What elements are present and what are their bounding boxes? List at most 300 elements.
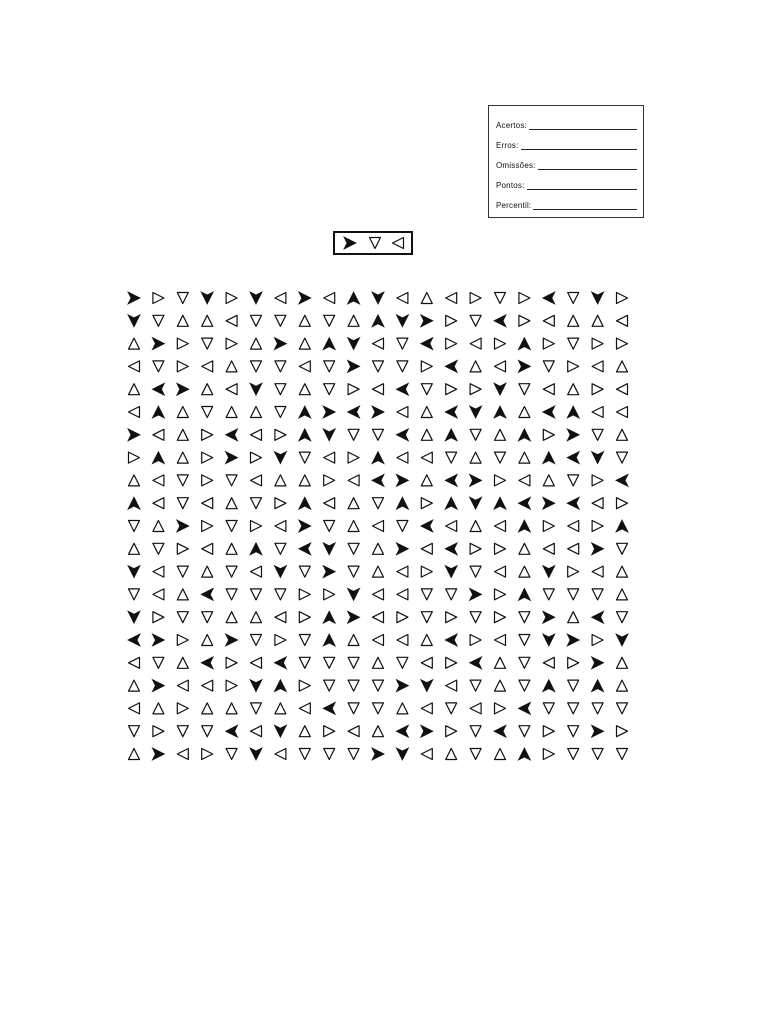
- grid-symbol-left-filled-icon[interactable]: [567, 452, 579, 464]
- grid-symbol-down-outline-icon[interactable]: [348, 703, 359, 714]
- grid-symbol-down-filled-icon[interactable]: [592, 452, 604, 464]
- grid-symbol-left-outline-icon[interactable]: [397, 293, 408, 304]
- grid-symbol-up-outline-icon[interactable]: [202, 384, 213, 395]
- grid-symbol-left-outline-icon[interactable]: [348, 726, 359, 737]
- grid-symbol-right-outline-icon[interactable]: [299, 612, 310, 623]
- grid-symbol-left-outline-icon[interactable]: [275, 749, 286, 760]
- grid-symbol-up-outline-icon[interactable]: [251, 612, 262, 623]
- grid-symbol-down-outline-icon[interactable]: [202, 338, 213, 349]
- grid-symbol-left-filled-icon[interactable]: [201, 588, 213, 600]
- grid-symbol-right-outline-icon[interactable]: [592, 635, 603, 646]
- grid-symbol-down-outline-icon[interactable]: [275, 589, 286, 600]
- grid-symbol-right-outline-icon[interactable]: [543, 338, 554, 349]
- grid-symbol-right-filled-icon[interactable]: [152, 748, 164, 760]
- grid-symbol-right-filled-icon[interactable]: [177, 383, 189, 395]
- grid-symbol-down-outline-icon[interactable]: [348, 749, 359, 760]
- grid-symbol-up-outline-icon[interactable]: [129, 543, 140, 554]
- grid-symbol-down-outline-icon[interactable]: [617, 452, 628, 463]
- grid-symbol-down-outline-icon[interactable]: [592, 429, 603, 440]
- grid-symbol-up-outline-icon[interactable]: [226, 498, 237, 509]
- grid-symbol-down-outline-icon[interactable]: [397, 657, 408, 668]
- grid-symbol-up-filled-icon[interactable]: [250, 543, 262, 555]
- grid-symbol-right-outline-icon[interactable]: [446, 657, 457, 668]
- grid-symbol-left-outline-icon[interactable]: [568, 521, 579, 532]
- grid-symbol-up-filled-icon[interactable]: [152, 452, 164, 464]
- grid-symbol-right-outline-icon[interactable]: [275, 498, 286, 509]
- grid-symbol-left-filled-icon[interactable]: [445, 634, 457, 646]
- grid-symbol-up-outline-icon[interactable]: [495, 680, 506, 691]
- grid-symbol-up-outline-icon[interactable]: [617, 589, 628, 600]
- grid-symbol-up-outline-icon[interactable]: [519, 452, 530, 463]
- grid-symbol-left-filled-icon[interactable]: [323, 702, 335, 714]
- grid-symbol-left-outline-icon[interactable]: [592, 498, 603, 509]
- grid-symbol-down-outline-icon[interactable]: [519, 726, 530, 737]
- grid-symbol-down-outline-icon[interactable]: [592, 589, 603, 600]
- grid-symbol-up-filled-icon[interactable]: [445, 429, 457, 441]
- grid-symbol-down-outline-icon[interactable]: [324, 361, 335, 372]
- grid-symbol-right-filled-icon[interactable]: [226, 452, 238, 464]
- grid-symbol-left-filled-icon[interactable]: [299, 543, 311, 555]
- grid-symbol-right-outline-icon[interactable]: [177, 703, 188, 714]
- grid-symbol-up-outline-icon[interactable]: [129, 749, 140, 760]
- grid-symbol-left-outline-icon[interactable]: [129, 407, 140, 418]
- grid-symbol-up-outline-icon[interactable]: [177, 452, 188, 463]
- grid-symbol-right-outline-icon[interactable]: [397, 612, 408, 623]
- grid-symbol-left-filled-icon[interactable]: [421, 520, 433, 532]
- grid-symbol-down-outline-icon[interactable]: [373, 498, 384, 509]
- grid-symbol-left-outline-icon[interactable]: [421, 657, 432, 668]
- grid-symbol-right-outline-icon[interactable]: [275, 635, 286, 646]
- grid-symbol-left-filled-icon[interactable]: [445, 474, 457, 486]
- grid-symbol-up-filled-icon[interactable]: [323, 611, 335, 623]
- grid-symbol-left-outline-icon[interactable]: [129, 657, 140, 668]
- grid-symbol-down-outline-icon[interactable]: [226, 475, 237, 486]
- grid-symbol-left-outline-icon[interactable]: [324, 293, 335, 304]
- grid-symbol-left-outline-icon[interactable]: [202, 680, 213, 691]
- grid-symbol-right-outline-icon[interactable]: [568, 361, 579, 372]
- grid-symbol-up-outline-icon[interactable]: [543, 475, 554, 486]
- grid-symbol-up-outline-icon[interactable]: [153, 521, 164, 532]
- grid-symbol-left-outline-icon[interactable]: [617, 384, 628, 395]
- grid-symbol-up-outline-icon[interactable]: [519, 566, 530, 577]
- grid-symbol-down-outline-icon[interactable]: [519, 635, 530, 646]
- grid-symbol-left-outline-icon[interactable]: [251, 566, 262, 577]
- grid-symbol-down-outline-icon[interactable]: [251, 635, 262, 646]
- grid-symbol-right-outline-icon[interactable]: [251, 452, 262, 463]
- grid-symbol-left-outline-icon[interactable]: [348, 475, 359, 486]
- grid-symbol-right-outline-icon[interactable]: [592, 475, 603, 486]
- grid-symbol-down-outline-icon[interactable]: [153, 361, 164, 372]
- grid-symbol-left-outline-icon[interactable]: [592, 566, 603, 577]
- grid-symbol-up-filled-icon[interactable]: [494, 497, 506, 509]
- grid-symbol-left-outline-icon[interactable]: [446, 680, 457, 691]
- grid-symbol-right-outline-icon[interactable]: [446, 315, 457, 326]
- grid-symbol-right-outline-icon[interactable]: [543, 429, 554, 440]
- grid-symbol-left-outline-icon[interactable]: [373, 384, 384, 395]
- grid-symbol-left-outline-icon[interactable]: [446, 521, 457, 532]
- grid-symbol-right-outline-icon[interactable]: [421, 498, 432, 509]
- grid-symbol-up-filled-icon[interactable]: [445, 497, 457, 509]
- grid-symbol-down-outline-icon[interactable]: [348, 543, 359, 554]
- grid-symbol-down-filled-icon[interactable]: [274, 452, 286, 464]
- grid-symbol-down-outline-icon[interactable]: [373, 429, 384, 440]
- grid-symbol-down-outline-icon[interactable]: [299, 452, 310, 463]
- grid-symbol-down-filled-icon[interactable]: [421, 680, 433, 692]
- grid-symbol-up-outline-icon[interactable]: [177, 589, 188, 600]
- grid-symbol-up-outline-icon[interactable]: [519, 543, 530, 554]
- grid-symbol-down-outline-icon[interactable]: [568, 680, 579, 691]
- grid-symbol-up-outline-icon[interactable]: [373, 543, 384, 554]
- grid-symbol-right-outline-icon[interactable]: [348, 452, 359, 463]
- grid-symbol-up-outline-icon[interactable]: [568, 315, 579, 326]
- grid-symbol-left-outline-icon[interactable]: [470, 338, 481, 349]
- grid-symbol-down-outline-icon[interactable]: [519, 680, 530, 691]
- grid-symbol-left-outline-icon[interactable]: [592, 407, 603, 418]
- grid-symbol-up-outline-icon[interactable]: [617, 361, 628, 372]
- grid-symbol-right-filled-icon[interactable]: [372, 748, 384, 760]
- grid-symbol-right-filled-icon[interactable]: [128, 292, 140, 304]
- grid-symbol-up-outline-icon[interactable]: [251, 338, 262, 349]
- grid-symbol-left-filled-icon[interactable]: [494, 315, 506, 327]
- grid-symbol-up-filled-icon[interactable]: [274, 680, 286, 692]
- grid-symbol-down-outline-icon[interactable]: [226, 589, 237, 600]
- grid-symbol-down-outline-icon[interactable]: [153, 543, 164, 554]
- grid-symbol-up-filled-icon[interactable]: [323, 634, 335, 646]
- grid-symbol-left-filled-icon[interactable]: [372, 474, 384, 486]
- grid-symbol-left-filled-icon[interactable]: [445, 406, 457, 418]
- grid-symbol-up-filled-icon[interactable]: [396, 497, 408, 509]
- grid-symbol-left-outline-icon[interactable]: [617, 407, 628, 418]
- grid-symbol-up-outline-icon[interactable]: [568, 612, 579, 623]
- grid-symbol-left-filled-icon[interactable]: [274, 657, 286, 669]
- grid-symbol-up-outline-icon[interactable]: [421, 429, 432, 440]
- grid-symbol-down-outline-icon[interactable]: [470, 680, 481, 691]
- grid-symbol-up-outline-icon[interactable]: [129, 475, 140, 486]
- grid-symbol-left-outline-icon[interactable]: [495, 635, 506, 646]
- grid-symbol-right-outline-icon[interactable]: [543, 749, 554, 760]
- grid-symbol-left-outline-icon[interactable]: [397, 589, 408, 600]
- grid-symbol-up-outline-icon[interactable]: [470, 452, 481, 463]
- grid-symbol-right-filled-icon[interactable]: [470, 588, 482, 600]
- grid-symbol-down-outline-icon[interactable]: [568, 589, 579, 600]
- grid-symbol-left-filled-icon[interactable]: [128, 634, 140, 646]
- grid-symbol-left-filled-icon[interactable]: [567, 497, 579, 509]
- grid-symbol-up-filled-icon[interactable]: [543, 452, 555, 464]
- grid-symbol-left-outline-icon[interactable]: [373, 521, 384, 532]
- grid-symbol-left-outline-icon[interactable]: [397, 407, 408, 418]
- grid-symbol-down-outline-icon[interactable]: [348, 566, 359, 577]
- grid-symbol-up-filled-icon[interactable]: [372, 315, 384, 327]
- grid-symbol-up-outline-icon[interactable]: [495, 429, 506, 440]
- grid-symbol-down-outline-icon[interactable]: [202, 612, 213, 623]
- grid-symbol-down-outline-icon[interactable]: [519, 384, 530, 395]
- grid-symbol-right-filled-icon[interactable]: [421, 315, 433, 327]
- grid-symbol-left-outline-icon[interactable]: [226, 384, 237, 395]
- grid-symbol-down-outline-icon[interactable]: [153, 315, 164, 326]
- grid-symbol-up-outline-icon[interactable]: [519, 407, 530, 418]
- grid-symbol-down-outline-icon[interactable]: [519, 657, 530, 668]
- grid-symbol-right-filled-icon[interactable]: [152, 338, 164, 350]
- grid-symbol-left-outline-icon[interactable]: [373, 635, 384, 646]
- grid-symbol-down-outline-icon[interactable]: [543, 361, 554, 372]
- grid-symbol-up-outline-icon[interactable]: [421, 407, 432, 418]
- grid-symbol-down-outline-icon[interactable]: [421, 612, 432, 623]
- grid-symbol-left-outline-icon[interactable]: [251, 726, 262, 737]
- grid-symbol-up-filled-icon[interactable]: [128, 497, 140, 509]
- grid-symbol-right-outline-icon[interactable]: [177, 635, 188, 646]
- grid-symbol-up-outline-icon[interactable]: [568, 384, 579, 395]
- grid-symbol-left-outline-icon[interactable]: [202, 361, 213, 372]
- grid-symbol-right-filled-icon[interactable]: [396, 543, 408, 555]
- grid-symbol-down-outline-icon[interactable]: [592, 703, 603, 714]
- grid-symbol-up-outline-icon[interactable]: [617, 429, 628, 440]
- grid-symbol-up-outline-icon[interactable]: [299, 726, 310, 737]
- grid-symbol-right-filled-icon[interactable]: [152, 634, 164, 646]
- grid-symbol-down-filled-icon[interactable]: [274, 725, 286, 737]
- grid-symbol-right-outline-icon[interactable]: [592, 521, 603, 532]
- grid-symbol-down-outline-icon[interactable]: [324, 315, 335, 326]
- grid-symbol-left-outline-icon[interactable]: [397, 566, 408, 577]
- grid-symbol-left-outline-icon[interactable]: [202, 498, 213, 509]
- grid-symbol-left-outline-icon[interactable]: [275, 612, 286, 623]
- grid-symbol-right-outline-icon[interactable]: [543, 726, 554, 737]
- grid-symbol-left-filled-icon[interactable]: [396, 383, 408, 395]
- grid-symbol-up-outline-icon[interactable]: [251, 407, 262, 418]
- grid-symbol-down-outline-icon[interactable]: [177, 475, 188, 486]
- grid-symbol-up-outline-icon[interactable]: [617, 657, 628, 668]
- grid-symbol-down-outline-icon[interactable]: [397, 338, 408, 349]
- grid-symbol-right-filled-icon[interactable]: [348, 611, 360, 623]
- grid-symbol-right-outline-icon[interactable]: [617, 498, 628, 509]
- grid-symbol-left-outline-icon[interactable]: [373, 612, 384, 623]
- grid-symbol-up-outline-icon[interactable]: [617, 566, 628, 577]
- grid-symbol-down-outline-icon[interactable]: [446, 703, 457, 714]
- grid-symbol-down-outline-icon[interactable]: [348, 657, 359, 668]
- grid-symbol-right-outline-icon[interactable]: [495, 475, 506, 486]
- grid-symbol-down-outline-icon[interactable]: [519, 612, 530, 623]
- grid-symbol-left-filled-icon[interactable]: [445, 543, 457, 555]
- grid-symbol-up-filled-icon[interactable]: [372, 452, 384, 464]
- grid-symbol-down-outline-icon[interactable]: [251, 703, 262, 714]
- grid-symbol-up-outline-icon[interactable]: [226, 361, 237, 372]
- grid-symbol-left-outline-icon[interactable]: [421, 703, 432, 714]
- grid-symbol-up-outline-icon[interactable]: [495, 749, 506, 760]
- grid-symbol-right-outline-icon[interactable]: [251, 521, 262, 532]
- grid-symbol-right-outline-icon[interactable]: [421, 566, 432, 577]
- grid-symbol-down-outline-icon[interactable]: [324, 657, 335, 668]
- grid-symbol-down-outline-icon[interactable]: [129, 521, 140, 532]
- grid-symbol-down-outline-icon[interactable]: [495, 452, 506, 463]
- grid-symbol-down-outline-icon[interactable]: [568, 293, 579, 304]
- grid-symbol-down-filled-icon[interactable]: [323, 543, 335, 555]
- grid-symbol-left-outline-icon[interactable]: [617, 315, 628, 326]
- grid-symbol-down-outline-icon[interactable]: [177, 726, 188, 737]
- grid-symbol-down-outline-icon[interactable]: [129, 589, 140, 600]
- grid-symbol-right-filled-icon[interactable]: [226, 634, 238, 646]
- grid-symbol-up-outline-icon[interactable]: [299, 338, 310, 349]
- grid-symbol-up-outline-icon[interactable]: [373, 566, 384, 577]
- grid-symbol-down-filled-icon[interactable]: [543, 566, 555, 578]
- grid-symbol-up-outline-icon[interactable]: [226, 703, 237, 714]
- grid-symbol-left-outline-icon[interactable]: [251, 429, 262, 440]
- grid-symbol-down-outline-icon[interactable]: [592, 749, 603, 760]
- grid-symbol-down-outline-icon[interactable]: [299, 749, 310, 760]
- grid-symbol-down-outline-icon[interactable]: [299, 566, 310, 577]
- grid-symbol-right-outline-icon[interactable]: [153, 726, 164, 737]
- grid-symbol-left-outline-icon[interactable]: [592, 361, 603, 372]
- grid-symbol-left-outline-icon[interactable]: [397, 452, 408, 463]
- grid-symbol-down-outline-icon[interactable]: [373, 703, 384, 714]
- grid-symbol-down-filled-icon[interactable]: [445, 566, 457, 578]
- grid-symbol-right-outline-icon[interactable]: [495, 338, 506, 349]
- grid-symbol-right-outline-icon[interactable]: [446, 384, 457, 395]
- grid-symbol-up-outline-icon[interactable]: [202, 635, 213, 646]
- grid-symbol-right-filled-icon[interactable]: [518, 360, 530, 372]
- grid-symbol-down-outline-icon[interactable]: [226, 521, 237, 532]
- grid-symbol-up-outline-icon[interactable]: [470, 361, 481, 372]
- grid-symbol-down-filled-icon[interactable]: [494, 383, 506, 395]
- grid-symbol-left-filled-icon[interactable]: [396, 429, 408, 441]
- grid-symbol-right-outline-icon[interactable]: [446, 338, 457, 349]
- grid-symbol-down-filled-icon[interactable]: [323, 429, 335, 441]
- grid-symbol-left-outline-icon[interactable]: [421, 543, 432, 554]
- grid-symbol-left-filled-icon[interactable]: [592, 611, 604, 623]
- grid-symbol-left-filled-icon[interactable]: [421, 338, 433, 350]
- grid-symbol-down-filled-icon[interactable]: [348, 338, 360, 350]
- grid-symbol-left-filled-icon[interactable]: [201, 657, 213, 669]
- grid-symbol-left-outline-icon[interactable]: [446, 293, 457, 304]
- grid-symbol-right-outline-icon[interactable]: [495, 589, 506, 600]
- grid-symbol-down-outline-icon[interactable]: [129, 726, 140, 737]
- grid-symbol-down-outline-icon[interactable]: [568, 726, 579, 737]
- grid-symbol-right-filled-icon[interactable]: [567, 634, 579, 646]
- grid-symbol-right-outline-icon[interactable]: [568, 657, 579, 668]
- grid-symbol-left-outline-icon[interactable]: [129, 703, 140, 714]
- grid-symbol-up-outline-icon[interactable]: [373, 726, 384, 737]
- grid-symbol-left-outline-icon[interactable]: [275, 521, 286, 532]
- grid-symbol-down-outline-icon[interactable]: [568, 338, 579, 349]
- grid-symbol-up-outline-icon[interactable]: [177, 407, 188, 418]
- grid-symbol-down-outline-icon[interactable]: [373, 680, 384, 691]
- grid-symbol-up-outline-icon[interactable]: [226, 543, 237, 554]
- grid-symbol-right-outline-icon[interactable]: [495, 543, 506, 554]
- grid-symbol-up-outline-icon[interactable]: [129, 680, 140, 691]
- grid-symbol-up-filled-icon[interactable]: [592, 680, 604, 692]
- grid-symbol-left-outline-icon[interactable]: [543, 657, 554, 668]
- grid-symbol-down-outline-icon[interactable]: [275, 407, 286, 418]
- grid-symbol-down-outline-icon[interactable]: [568, 703, 579, 714]
- grid-symbol-down-outline-icon[interactable]: [568, 475, 579, 486]
- grid-symbol-up-outline-icon[interactable]: [202, 566, 213, 577]
- grid-symbol-right-outline-icon[interactable]: [495, 703, 506, 714]
- grid-symbol-right-outline-icon[interactable]: [470, 543, 481, 554]
- grid-symbol-up-outline-icon[interactable]: [153, 703, 164, 714]
- grid-symbol-up-outline-icon[interactable]: [177, 657, 188, 668]
- grid-symbol-down-filled-icon[interactable]: [250, 292, 262, 304]
- grid-symbol-right-filled-icon[interactable]: [128, 429, 140, 441]
- grid-symbol-left-outline-icon[interactable]: [495, 566, 506, 577]
- grid-symbol-down-outline-icon[interactable]: [470, 566, 481, 577]
- grid-symbol-down-outline-icon[interactable]: [177, 498, 188, 509]
- grid-symbol-down-outline-icon[interactable]: [397, 361, 408, 372]
- grid-symbol-right-outline-icon[interactable]: [202, 429, 213, 440]
- grid-symbol-left-filled-icon[interactable]: [226, 725, 238, 737]
- grid-symbol-right-outline-icon[interactable]: [592, 338, 603, 349]
- grid-symbol-down-outline-icon[interactable]: [226, 566, 237, 577]
- grid-symbol-up-outline-icon[interactable]: [397, 703, 408, 714]
- grid-symbol-right-outline-icon[interactable]: [324, 475, 335, 486]
- grid-symbol-down-filled-icon[interactable]: [543, 634, 555, 646]
- grid-symbol-left-outline-icon[interactable]: [519, 475, 530, 486]
- grid-symbol-right-outline-icon[interactable]: [202, 475, 213, 486]
- grid-symbol-down-outline-icon[interactable]: [226, 749, 237, 760]
- grid-symbol-up-outline-icon[interactable]: [299, 384, 310, 395]
- grid-symbol-right-outline-icon[interactable]: [446, 612, 457, 623]
- grid-symbol-down-outline-icon[interactable]: [251, 315, 262, 326]
- grid-symbol-right-outline-icon[interactable]: [153, 293, 164, 304]
- grid-symbol-down-outline-icon[interactable]: [446, 589, 457, 600]
- grid-symbol-right-filled-icon[interactable]: [543, 497, 555, 509]
- grid-symbol-left-filled-icon[interactable]: [543, 292, 555, 304]
- grid-symbol-right-filled-icon[interactable]: [177, 520, 189, 532]
- grid-symbol-down-outline-icon[interactable]: [421, 589, 432, 600]
- grid-symbol-left-outline-icon[interactable]: [324, 452, 335, 463]
- grid-symbol-right-outline-icon[interactable]: [421, 361, 432, 372]
- grid-symbol-left-outline-icon[interactable]: [251, 475, 262, 486]
- grid-symbol-left-filled-icon[interactable]: [518, 497, 530, 509]
- grid-symbol-down-outline-icon[interactable]: [275, 361, 286, 372]
- grid-symbol-down-outline-icon[interactable]: [299, 657, 310, 668]
- grid-symbol-left-outline-icon[interactable]: [153, 566, 164, 577]
- grid-symbol-up-outline-icon[interactable]: [617, 680, 628, 691]
- grid-symbol-left-filled-icon[interactable]: [152, 383, 164, 395]
- grid-symbol-down-outline-icon[interactable]: [324, 384, 335, 395]
- grid-symbol-up-outline-icon[interactable]: [226, 407, 237, 418]
- grid-symbol-left-outline-icon[interactable]: [568, 543, 579, 554]
- grid-symbol-right-outline-icon[interactable]: [568, 566, 579, 577]
- grid-symbol-down-outline-icon[interactable]: [470, 429, 481, 440]
- grid-symbol-down-filled-icon[interactable]: [470, 497, 482, 509]
- grid-symbol-down-outline-icon[interactable]: [470, 315, 481, 326]
- grid-symbol-down-outline-icon[interactable]: [153, 657, 164, 668]
- grid-symbol-right-filled-icon[interactable]: [299, 520, 311, 532]
- grid-symbol-left-outline-icon[interactable]: [543, 543, 554, 554]
- grid-symbol-right-outline-icon[interactable]: [446, 726, 457, 737]
- grid-symbol-right-outline-icon[interactable]: [519, 315, 530, 326]
- grid-symbol-up-outline-icon[interactable]: [129, 384, 140, 395]
- grid-symbol-right-outline-icon[interactable]: [177, 338, 188, 349]
- grid-symbol-right-filled-icon[interactable]: [470, 474, 482, 486]
- grid-symbol-down-outline-icon[interactable]: [568, 749, 579, 760]
- grid-symbol-down-outline-icon[interactable]: [251, 361, 262, 372]
- grid-symbol-up-outline-icon[interactable]: [299, 315, 310, 326]
- grid-symbol-right-outline-icon[interactable]: [617, 293, 628, 304]
- grid-symbol-down-outline-icon[interactable]: [397, 521, 408, 532]
- grid-symbol-up-outline-icon[interactable]: [202, 315, 213, 326]
- grid-symbol-down-filled-icon[interactable]: [201, 292, 213, 304]
- grid-symbol-right-filled-icon[interactable]: [567, 429, 579, 441]
- grid-symbol-right-outline-icon[interactable]: [470, 384, 481, 395]
- grid-symbol-down-outline-icon[interactable]: [202, 407, 213, 418]
- grid-symbol-left-outline-icon[interactable]: [153, 429, 164, 440]
- grid-symbol-left-filled-icon[interactable]: [445, 360, 457, 372]
- grid-symbol-down-outline-icon[interactable]: [617, 749, 628, 760]
- grid-symbol-down-outline-icon[interactable]: [177, 566, 188, 577]
- grid-symbol-right-outline-icon[interactable]: [348, 384, 359, 395]
- grid-symbol-down-filled-icon[interactable]: [250, 383, 262, 395]
- grid-symbol-left-outline-icon[interactable]: [543, 384, 554, 395]
- grid-symbol-down-outline-icon[interactable]: [470, 726, 481, 737]
